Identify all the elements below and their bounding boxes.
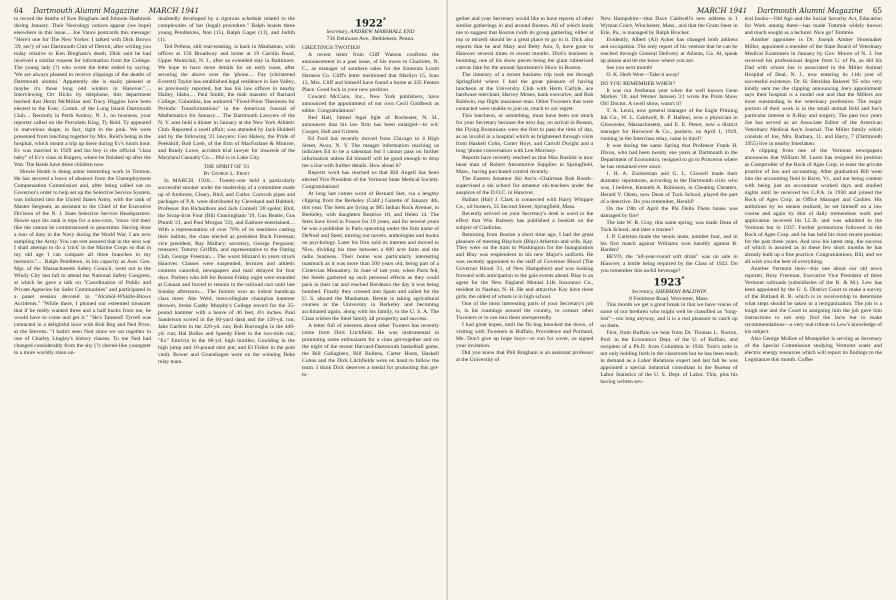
paragraph: J. P. Carleton made the tennis team, number four, and in his first match against Williams won handily against R. Harden? — [600, 233, 738, 254]
paragraph: Returning from Boston a short time ago, I had the great pleasure of meeting Blaylock (Blay) Atherton and wife, Kay. They were on the train to Washington for the Inauguration and Blay was resplendent in his new Major's uniform. He was recently appointed to the staff of Governor Blood (The Governor Blood '21, of New Hampshire) and was looking forward with anticipation to the gala events ahead. Blay is an agent for the New England Mutual Life Insurance Co., resident in Nashua, N. H. He and attractive Kay have three girls, the oldest of whom is in high school. — [456, 231, 594, 301]
paragraph: It was our freshman year when the well known Gene Markey '18, and Werner Janssen '21 wrote the Prom Show Oh! Doctor. A swell show, wasn't it? — [600, 87, 738, 108]
left-col-1 — [14, 16, 151, 379]
paragraph: Ted Pellens, still real-estating, is back in Manhattan, with offices at 150 Broadway and home at 19 Carolin Road, Upper Montclair, N. J., after an extended stay in Baltimore. We hope to have more details for an early issue, after securing the above over the 'phone.... Fay (christened Everett) Taylor has established legal residence in Sun Valley, as previously reported, but has his law offices in nearby Hailey, Idaho.... Paul Smith, the mah maestro of Barnard College, Columbia, has authored "Fixed-Point Theorems for Periodic Transformations" in the American Journal of Mathematics for January.... The Dartmouth Lawyers of the N. Y. area held a dinner in January at the New York Athletic Club. Reported a swell affair; was attended by Jack Hubbell and by the following '21 lawyers: Geo Halsey, the Pride of Peekskill; Bob Loeb, of the firm of MacFarlane & Monroe, and Randy Lowe, accident trial lawyer for insureds of the Maryland Casualty Co.... Phil is in Lake City. — [158, 43, 295, 162]
column-byline: By George L. Frost — [203, 170, 250, 177]
right-magazine-title: Dartmouth Alumni Magazine — [757, 5, 863, 15]
paragraph: Recently arrived on your Secretary's desk is word to the effect that Win Ramsey has published a booklet on the subject of Gladiolas. — [456, 210, 594, 231]
right-columns — [456, 16, 882, 386]
paragraph: See you next month! — [606, 64, 653, 71]
paragraph: Reports have recently reached us that Max Boshitz is now head man of Robert Automotive Supplies in Springfield, Mass., having purchased control recently. — [456, 155, 594, 175]
paragraph: Also George McKee of Montpelier is serving as Secretary of the Special Commission studying Vermont water and electric energy resources which will report its findings to the Legislature this month. Coffee — [744, 335, 882, 363]
right-issue-date: MARCH 1941 — [696, 5, 748, 15]
paragraph: to record the deaths of Ken Bingham and Johnnie Hasbrook during January. Their Necrology notices appear (we hope) elsewhere in this issue.... Joe Vance postcards this message: "Here's one for The New Yorker. I talked with Dick Brown '29, sec'y of our Dartmouth Club of Detroit, after writing you today relative to Ken Bingham's death. Dick said he had received a similar request for information from the College. The young lady (?) who wrote the letter ended by saying: 'We are always pleased to receive clippings of the deaths of Dartmouth alumni.' Apparently she is easily pleased or maybe it's those long odd winters in Hanover.".... Interviewing Ort Hicks by telephone, this department learned that Herm McMillan and Tracy Higgins have been elected to the Exec. Comm. of the Long Island Dartmouth Club.... Recently in Perth Amboy, N. J., on business, your reporter called on the Porcelain King, Ty Reid. Ty appeared in marvelous shape, in fact, right in the pink. We were presented from lunching together by Mrs. Reid's being in the hospital, which meant a trip up there during Ev's lunch hour. Ev was married in 1929 and his boy is the official "class baby" of Ev's class at Rutgers, where he finished up after the War. The Reids have three children now. — [14, 16, 151, 169]
right-col-2 — [600, 16, 737, 386]
paragraph: A clipping from one of the Vermont newspapers announces that William M. Loom has resigned his position as Comptroller of the Rock of Ages Corp. to enter the private practice of law and accounting. After graduation Bill went into the accounting field in Barre, Vt., and not being content with being just an accountant worked days and studied nights until he received his C.P.A. in 1930 and joined the Rock of Ages Corp. as Office Manager and Cashier. His ambitions by no means realized, he set himself on a law course and again by dint of daily tremendous work and application received his LL.B. and was admitted to the Vermont bar in 1937. Further promotions followed in the Rock of Ages Corp. and he has held his most recent position for the past three years. And now his latest step, the success of which is assured as in these few short months he has already built up a fine practice. Congratulations, Bill, and we all wish you the best of everything. — [744, 148, 882, 266]
paragraph: First, from Buffalo we hear from Dr. Thomas L. Norton, Prof. in the Economics Dept. of the U. of Buffalo, and recipient of a Ph.D. from Columbia in 1936. Tom's mile is not only holding forth in the classroom but he has been much in demand as a Labor Relations expert and last fall he was appointed a special industrial consultant in the Bureau of Labor Statistics of the U. S. Dept. of Labor. This, plus his having written sev- — [600, 330, 738, 385]
paragraph: Howie Heath is doing some interesting work in Trenton. He has secured a leave of absence from the Unemployment Compensation Commission and, after being called out on Governor's order to help set up the Selective Service System, was inducted into the United States Army, with the rank of Master Sergeant, as assistant to the Chief of the Executive Division of the N. J. State Selective Service Headquarters. Howie says his rank is tops for a non-com, "since 'old men' like me cannot be commissioned in peacetime. Having done a tour of duty in the Navy during the World War, I am now sampling the Army. You can rest assured that in the next war I shall attempt to do a 'trick' in the Marine Corps so that in my old age I can compare all three branches in my memoirs.".... Ralph Pendleton, in his capacity as Asst. Gen. Mgr. of the Massachusetts Safety Council, went out to the Windy City last fall to attend the National Safety Congress, at which he gave a talk on "Coordination of Public and Private Agencies for Safer Communities" and participated in a panel session devoted to "Alcohol-Whistle-Blows Accidents." "While there, I phoned our esteemed treasurer that if he really wanted three and a half bucks from me, he would have to come and get it." "He's Tamned! Tyrrell was contacted in a delightful hour with Bob Reg and Ned Price, at the Stevens. "I hadn't seen Ned since we sat together in one of Charley Lingley's history classes. To me Ned had changed considerably from the shy (?) cherub-like youngster to a more worldly mien un- — [14, 168, 151, 356]
paragraph: Evidently, Albert (Al) Acker has changed both address and occupation. The only report of his venture that he can be reached through General Delivery at Atlanta, Ga. Al, speak up please and let me know where you are. — [600, 36, 738, 64]
class-year: 1922 — [355, 18, 383, 30]
paragraph: This month we get a great break in that we have voices of some of our brethren who might well be classified as "long-lost"—too long anyway, and it is a real pleasure to catch up on them. — [600, 302, 738, 330]
paragraph: Coward McCann, Inc., New York publishers, have announced the appointment of our own Cecil Goldbeck as editor. Congratulations! — [302, 93, 439, 114]
left-folio: 64 — [14, 5, 24, 15]
paragraph: Another appointee is Dr. Joseph Amber Shoemaker Miller, appointed a member of the State Board of Veterinary Medical Examiners in January by Gov. Moore of N. J. Joe received his professional degree from U. of Pa. as did his Dad with whom Joe is associated in the Miller Animal Hospital of Deal, N. J., now entering its 11th year of successful existence. Dr. H. Sheridan Bakerel '95 who very kindly sent me the clipping announcing Joe's appointment says their hospital is a model one and that the Millers are most outstanding in the veterinary profession. The major portion of their work is in the small animal field and Joe's particular interest is X-Ray and surgery. The past two years Joe has served as an Associate Editor of the American Veterinary Medical Ass'n Journal. The Miller family which consists of Joe, Mrs. Barbara, 11, and Harry, 7 (Dartmouth 1955) live in nearby Interlaken. — [744, 36, 882, 148]
paragraph: The itinerary of a recent business trip took me through Springfield where I had the great pleasure of having luncheon at the University Club with Herm Carlyle, ace hardware merchant, Harvey Moses, bank executive, and Bob Baldwin, top flight insurance man. Other Twooters that were contacted were unable to join us, much to our regret. — [456, 71, 594, 113]
right-running-head — [456, 4, 882, 16]
paragraph: New Hampshire—that Dave Caldwell's new address is 1 Wyman Court, Winchester, Mass., and that the Grant Steer in Erie, Pa., is managed by Ralph Brucker. — [600, 16, 738, 36]
paragraph: On the 19th of April the Phi Delta Theta house was damaged by fire? — [600, 205, 738, 219]
paragraph: This luncheon, or something, must have been too much for your Secretary because the next day, on arrival in Boston, the Flying Bostonians were the first to pass the time of day, as an invalid in a hospital which as brightened through visits from Haskell Cohn, Carter Hoyt, and Carroll Dwight and a long 'phone conversation with Len Morrisey. — [456, 113, 594, 155]
paragraph: In MARCH, 1920.... Twenty-one held a particularly successful smoker under the leadership of a committee made up of Ambrose, Cleary, Bird, and Cutler. Corncob pipes and packages of P.A. were distributed by Cleveland and Hubbell; Professor Jim Richardson and Jack Connell '20 spoke; Bird, the Scrap-Iron Four (Bill Cunningham '19, Gus Beatie, Gus Plumb '21, and Paul Morgan '23), and Eashore entertained.... With a representation of over 70% of its members casting their ballots, the class elected as president Buck Freeman; vice president, Ray Mallary; secretary, George Ferguson; treasurer, Tommy Griffith, and representative to the Outing Club, George Freeman.... The worst blizzard in years struck Hanover. Classes were suspended, lectures and athletic contests canceled, newspapers and mail delayed for four days. Partiers who left for Boston Friday night were stranded at Canaan and forced to remain in the railroad cars until late Sunday afternoon.... The Juniors won an indoor handicap class meet. Abe Weld, intercollegiate champion hammer thrower, broke Caddy Murphy's College record for the 35-pound hammer with a heave of 46 feet, 4½ inches. Paul Sanderson scored in the 60-yard dash and the 120-yd. run; Jake Garfein in the 220-yd. run; Bob Burroughs in the 440-yd. run; Hal Bolles and Speedy Fleet in the two-mile run; "Ex" Emricin in the 60-yd. high hurdles; Goulding in the high jump and 16-pound shot put; and El Fisher in the pole vault. Bower and Gruenhagen were on the winning Deke relay team. — [158, 177, 295, 365]
paragraph: A letter full of interests about other Twoters has recently come from Dick Litchfield. He was instrumental in promoting some enthusiasm for a class get-together and on the night of the recent Harvard-Dartmouth basketball game, the Bill Gallaghers, Bill Bullens, Carter Hosts, Haskell Cohns and the Dick Litchfields were on hand to follow the team. I think Dick deserves a medal for promoting this get-to- — [302, 323, 439, 378]
class-year: 1923 — [653, 277, 682, 289]
class-secretary: Secretary, ANDREW MARSHALL END — [326, 29, 415, 36]
remember-heading: DO YOU REMEMBER WHEN? — [600, 80, 676, 87]
right-col-1 — [456, 16, 593, 386]
paragraph: It was during the same Spring that Professor Frank H. Dixon, who had been twenty one years at Dartmouth in the Department of Economics, resigned to go to Princeton where he has remained ever since. — [600, 143, 738, 171]
greeting: GREETINGS TWOTIES! — [302, 45, 361, 52]
left-columns — [14, 16, 439, 379]
paragraph: BEVO, the "all-year-round soft drink" was on sale in Hanover, a bottle being required by the Class of 1922. Do you remember this awful beverage? — [600, 254, 738, 275]
paragraph: T. A. Lenzi, now general manager of the Eagle Printing Ink Co., W. L. Caldwell, R. P. Halleni, now a physician in Gloucester, Massachusetts, and E. E. Penot, now a district manager for Horwood & Co., packers, on April 1, 1919, running in the Interclass relay, came in third? — [600, 108, 738, 143]
paragraph: O. K. Herb West—Take it away! — [606, 71, 680, 78]
paragraph: doubtedly developed by a rigorous schedule related to the complexities of bar (legal) procedure." Ralph boasts three young Pendletons, Nan (15), Ralph Gager (11), and Judith (1). — [158, 16, 295, 43]
right-page — [448, 0, 896, 600]
secretary-address: 8 Fenimore Road, Worcester, Mass. — [629, 295, 709, 302]
paragraph: Red Hall, famed legal light of Rochester, N. H., announces that his law firm has been enlarged—to wit: Cooper, Hall and Grimes. — [302, 114, 439, 135]
left-issue-date: MARCH 1941 — [148, 5, 200, 15]
paragraph: gether and your Secretary would like to have reports of other similar gatherings in and around Boston. All of which leads me to suggest that Boston (with its group gathering, either at top or mixed) should be a great place to go to it. Dick also reports that he and Mary and Betty Ann, 9, have gone to Hanover several times in recent months. Dick's business is booming, one of his show pieces being the giant rubberized canvas fake for the annual Sportsmen's Show in Boston. — [456, 16, 594, 71]
paragraph: One of the most interesting parts of your Secretary's job is, in his roamings around the country, to contact other Twooters or to run into them unexpectedly. — [456, 301, 594, 321]
left-col-3 — [302, 16, 439, 379]
secretary-address: 736 Delaware Ave., Bethlehem, Penna. — [326, 36, 415, 43]
class-year-heading — [302, 18, 439, 28]
paragraph: A recent letter from Cliff Watson confirms the announcement in a past issue, of his move to Charlotte, N. C., as manager of southern sales for the Emmons Loom Harness Co. Cliff's letter mentioned that Marilyn 15, Joan 13, Mrs. Cliff and himself have found a home at 235 Fenton Place. Good luck in your new position. — [302, 52, 439, 93]
paragraph: Another Vermont item—this one about our old news reporter, Rosy Freeman, Executive Vice President of three Vermont railroads (subsidiaries of the B. & M.). Lew has been appointed by the U. S. District Court to make a survey of the Rutland R. R. which is in receivership to determine what steps should be taken in a reorganization. The job is a tough one and the Court in assigning him the job gave him instructions to not only find the facts but to make recommendations—a very real tribute to Lew's knowledge of his subject. — [744, 266, 882, 335]
left-magazine-title: Dartmouth Alumni Magazine — [33, 5, 139, 15]
paragraph: At long last comes word of Bernard Stet, via a lengthy clipping from the Berkeley (Calif.) Gazette of January 4th, this year. The Stets are living at 985 Indian Rock Avenue, in Berkeley, with daughters Beatrice 18, and Helen 14. The Stets have lived in France for 19 years, and for several years he was a publisher in Paris operating under the firm name of DeNoel and Steel, turning out novels, anthologies and books on psychology. Later his firm sold its interest and moved to Nice, dividing his time between a 600 acre farm and the radio business. Their home was particularly interesting inasmuch as it was more than 500 years old, being part of a Cistercian Monastery. In June of last year, when Paris fell, the Steels gathered up such personal effects as they could pack in their car and reached Bordeaux the day it was being bombed. Finally they crossed into Spain and sailed for the U. S. aboard the Manhattan. Bernie is taking agricultural courses at the University in Berkeley and becoming acclimated again, along with his family, to the U. S. A. The Class wishes the Steel family all prosperity and success. — [302, 191, 439, 323]
paragraph: The Eastern Amateur Ski Ass'n.–Chairman Bob Booth–supervised a ski school for amateur ski-teachers under the auspices of the D.O.C. in Hanover. — [456, 175, 594, 196]
paragraph: eral books—Old Age and the Social Security Act, Education for Work among them—has made Tommie widely known and much sought as a lecturer. Nice go! Tommie. — [744, 16, 882, 36]
paragraph: Hallam (Hal) J. Clark is connected with Harry Whipple Co., oil burners, 55 Second Street, Springfield, Mass. — [456, 196, 594, 210]
paragraph: Ed Ford has recently moved from Chicago to 4 High Street, Avon, N. Y. The meager information reaching us indicates Ed to be a salesman but I cannot pass on further information unless Ed himself will be good enough to drop me a line with further details. How about it? — [302, 135, 439, 170]
asterisk-icon: * — [681, 276, 685, 284]
paragraph: I had great hopes, until the flu bug knocked me down, of visiting with Twooters in Buffalo, Providence and Portland, Me. Don't give up hope boys—or run for cover, so signed your invitation. — [456, 321, 594, 349]
asterisk-icon: * — [382, 17, 386, 24]
paragraph: Did you know that Phil Bingham is an assistant professor at the University of — [456, 349, 594, 363]
paragraph: The late W. R. Gray, this same spring, was made Dean of Tuck School, and later a trustee? — [600, 219, 738, 233]
class-year-heading — [600, 277, 737, 287]
class-secretary: Secretary, SHERMAN BALDWIN — [631, 288, 707, 295]
left-col-2 — [158, 16, 295, 379]
column-title-spirit: THE SPIRIT OF '21 — [203, 164, 250, 171]
paragraph: J. H. A. Zuckerman and G. L. Clowell made their dramatic reputations, according to the Dartmouth critic who was, I believe, Kenneth A. Robinson, in Cheating Cheaters, Herald V. Olsen, now Dean of Tuck School, played the part of a detective. Do you remember, Herald? — [600, 170, 738, 205]
right-col-3 — [745, 16, 882, 386]
left-running-head — [14, 4, 439, 16]
right-folio: 65 — [872, 5, 882, 15]
paragraph: Reports word has reached us that Bill Angell has been elected Vice President of the Vermont State Medical Society. Congratulations! — [302, 170, 439, 191]
